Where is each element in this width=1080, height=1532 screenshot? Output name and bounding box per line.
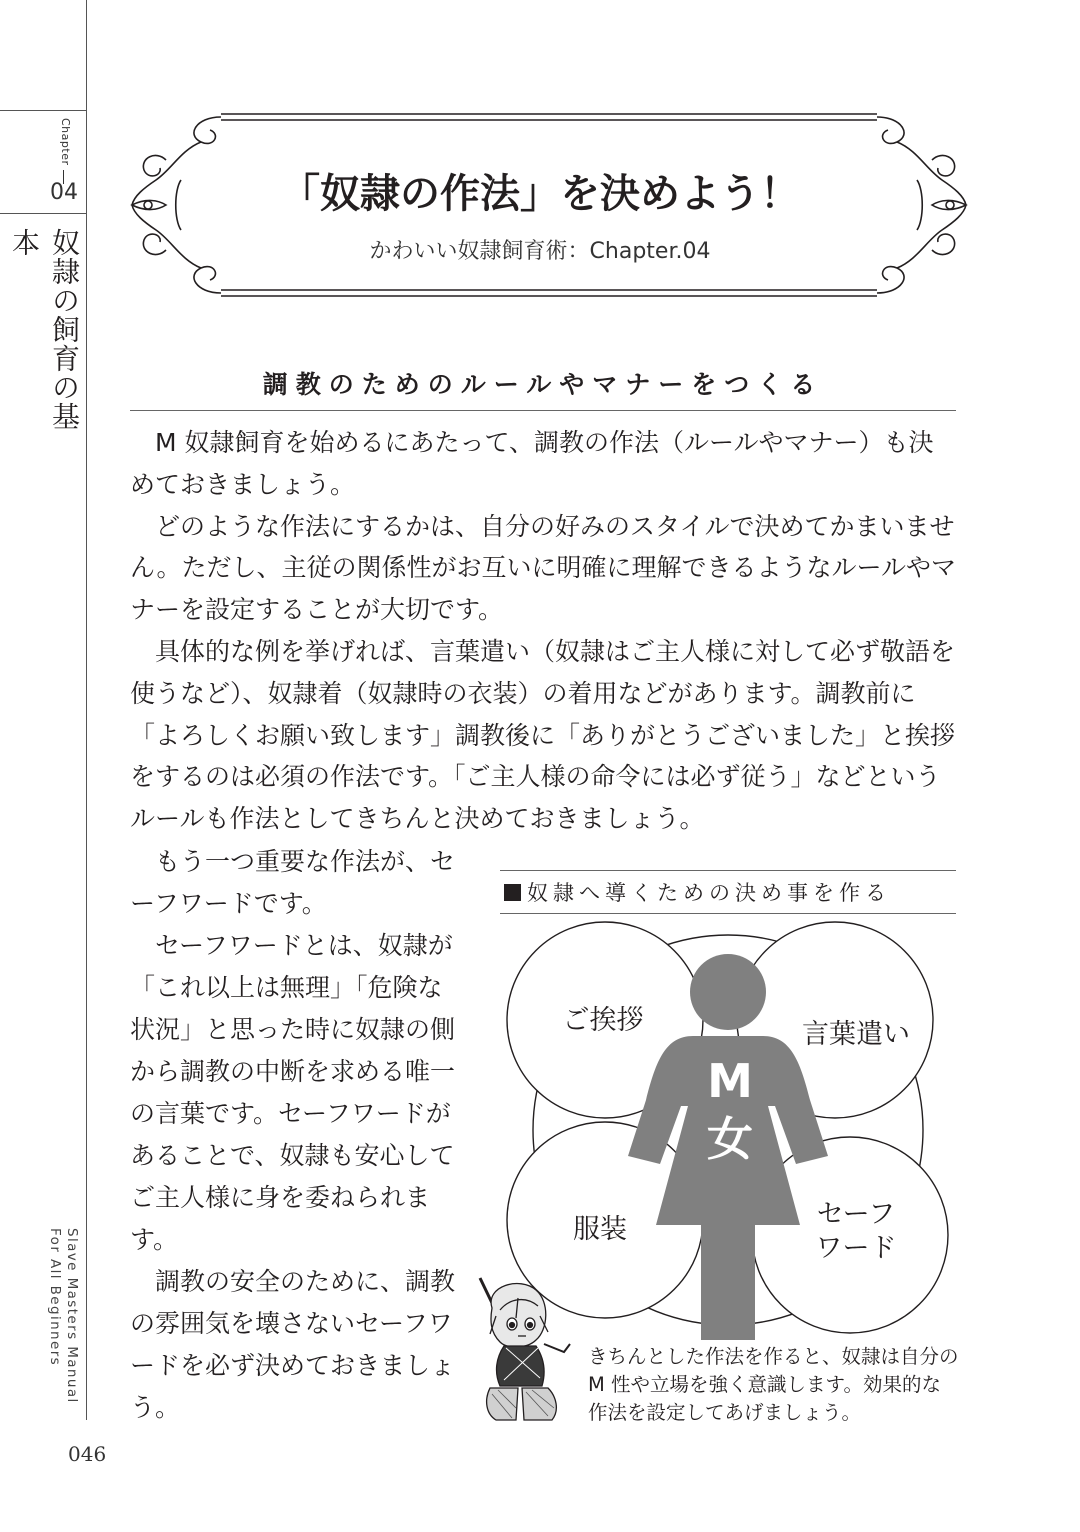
chapter-number: 04 (50, 180, 78, 205)
figure-note: きちんとした作法を作ると、奴隷は自分の M 性や立場を強く意識します。効果的な作法を設定してあげましょう。 (588, 1345, 959, 1424)
body-text-wide (130, 422, 956, 840)
paragraph: もう一つ重要な作法が、セーフワードです。 (130, 847, 456, 918)
label-clothing: 服装 (573, 1214, 627, 1245)
label-language: 言葉遣い (802, 1019, 910, 1050)
label-safeword-line1: セーフ (816, 1199, 896, 1230)
paragraph: 調教の安全のために、調教の雰囲気を壊さないセーフワードを必ず決めておきましょう。 (130, 1267, 456, 1422)
series-title-line1: Slave Masters Manual (64, 1228, 80, 1404)
figure-caption: 奴隷へ導くための決め事を作る (527, 881, 891, 905)
page-title: 「奴隷の作法」を決めよう！ (280, 171, 800, 217)
paragraph: セーフワードとは、奴隷が「これ以上は無理」「危険な状況」と思った時に奴隷の側から調教の中断を求める唯一の言葉です。セーフワードがあることで、奴隷も安心してご主人様に身を委ねられます。 (130, 931, 456, 1254)
label-safeword-line2: ワード (815, 1233, 897, 1264)
series-title-line2: For All Beginners (47, 1228, 63, 1367)
rail-divider-top (0, 110, 86, 111)
paragraph: どのような作法にするかは、自分の好みのスタイルで決めてかまいません。ただし、主従の関係性がお互いに明確に理解できるようなルールやマナーを設定することが大切です。 (130, 511, 957, 625)
figure-rule-top (500, 870, 956, 871)
rail-divider-bottom (0, 213, 86, 214)
character-illustration (460, 1268, 580, 1424)
chapter-label: Chapter (59, 118, 72, 166)
body-text-narrow (130, 841, 460, 1429)
silhouette-label-line1: M (707, 1054, 753, 1108)
page-subtitle: かわいい奴隷飼育術：Chapter.04 (369, 239, 711, 264)
square-bullet-icon (504, 884, 521, 901)
series-title (40, 1228, 80, 1418)
paragraph: M 奴隷飼育を始めるにあたって、調教の作法（ルールやマナー）も決めておきましょう。 (130, 428, 934, 499)
section-rule (130, 410, 956, 411)
paragraph: 具体的な例を挙げれば、言葉遣い（奴隷はご主人様に対して必ず敬語を使うなど）、奴隷着（奴隷時の衣装）の着用などがあります。調教前に「よろしくお願い致します」調教後に「ありがとうございました」と挨拶をするのは必須の作法です。「ご主人様の命令には必ず従う」などというルールも作法としてきちんと決めておきましょう。 (130, 636, 956, 834)
figure-caption-box (500, 874, 956, 910)
page-number: 046 (68, 1442, 107, 1466)
margin-rail-line (86, 0, 87, 1420)
silhouette-label (680, 1052, 780, 1168)
silhouette-label-line2: 女 (707, 1112, 753, 1166)
chapter-title: 奴隷の飼育の基本 (8, 228, 81, 431)
label-greeting: ご挨拶 (562, 1005, 644, 1036)
label-safeword (796, 1198, 916, 1266)
figure-rule-bottom (500, 913, 956, 914)
section-heading: 調教のためのルールやマナーをつくる (262, 370, 824, 399)
